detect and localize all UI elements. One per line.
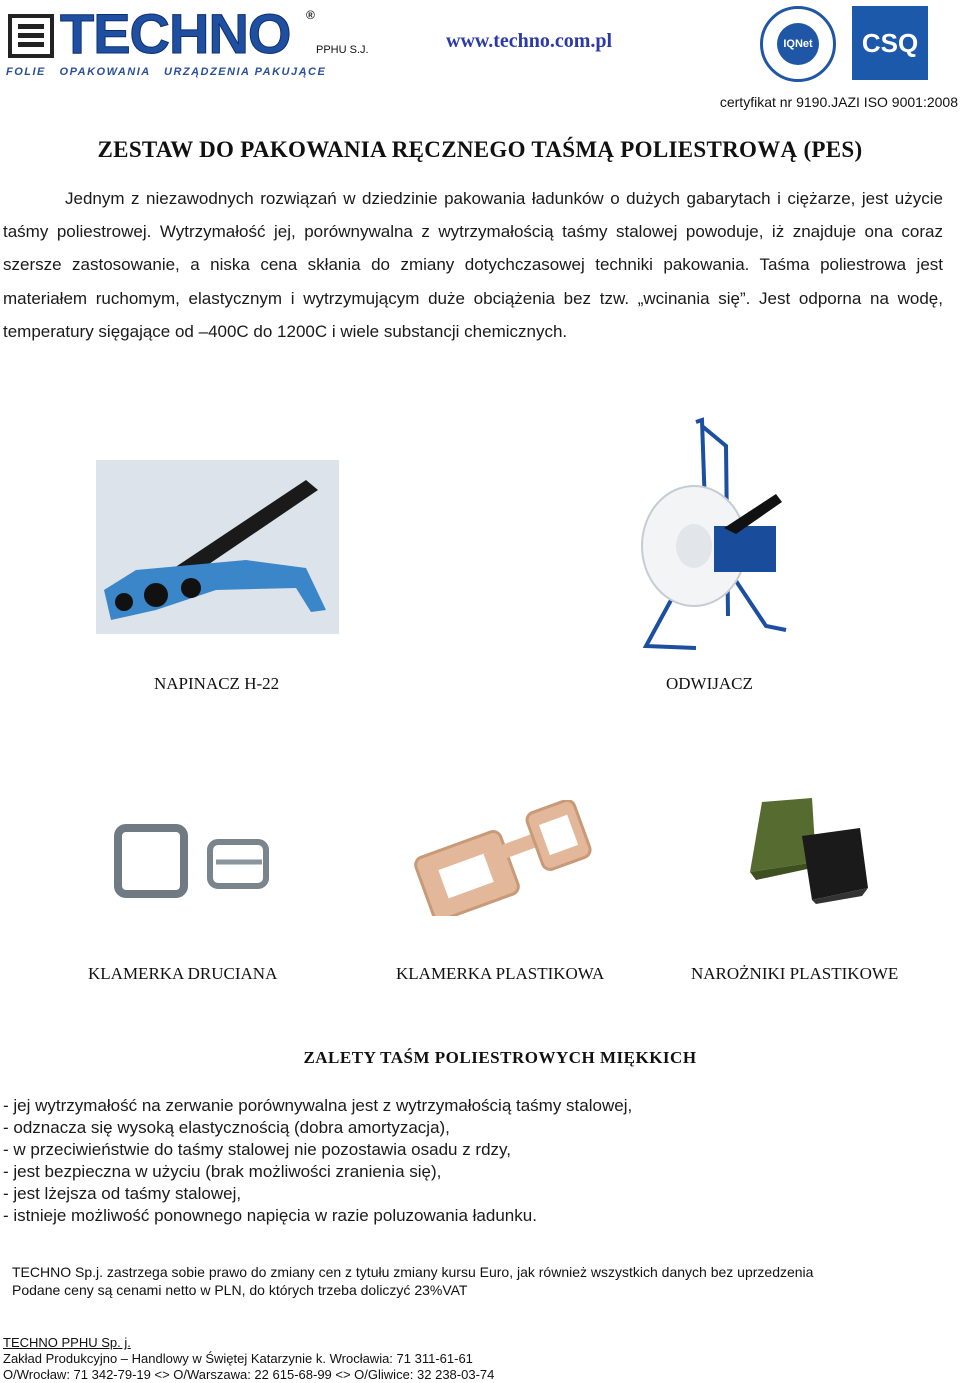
caption-klamerka-druciana: KLAMERKA DRUCIANA [88,964,278,983]
tensioner-image [96,460,339,634]
footer [3,1335,494,1383]
dispenser-image [636,416,790,660]
plastic-buckle-image [408,800,594,916]
website-link[interactable]: www.techno.com.pl [446,30,613,52]
price-note-line: TECHNO Sp.j. zastrzega sobie prawo do zmiany cen z tytułu zmiany kursu Euro, jak również wszystkich danych bez uprzedzenia [12,1264,814,1280]
caption-narozniki: NAROŻNIKI PLASTIKOWE [691,964,899,983]
price-note-line: Podane ceny są cenami netto w PLN, do których trzeba doliczyć 23%VAT [12,1282,468,1298]
benefits-title: ZALETY TAŚM POLIESTROWYCH MIĘKKICH [303,1048,697,1067]
logo-text: TECHNO [60,2,291,65]
caption-klamerka-plastikowa: KLAMERKA PLASTIKOWA [396,964,605,983]
caption-napinacz: NAPINACZ H-22 [154,674,280,693]
plastic-corners-image [742,792,872,904]
caption-odwijacz: ODWIJACZ [666,674,753,693]
certificate-number: certyfikat nr 9190.JAZI ISO 9001:2008 [719,94,958,110]
registered-mark: ® [306,8,315,22]
page-title: ZESTAW DO PAKOWANIA RĘCZNEGO TAŚMĄ POLIESTROWĄ (PES) [97,137,863,162]
list-item: - odznacza się wysoką elastycznością (dobra amortyzacja), [3,1118,450,1137]
intro-paragraph: Jednym z niezawodnych rozwiązań w dziedzinie pakowania ładunków o dużych gabarytach i ciężarze, jest użycie taśmy poliestrowej. Wytrzymałość jej, porównywalna z wytrzymałością taśmy stalowej powoduje, iż znajduje ona coraz szersze zastosowanie, a niska cena skłania do zmiany dotychczasowej techniki pakowania. Taśma poliestrowa jest materiałem ruchomym, elastycznym i wytrzymującym duże obciążenia bez tzw. „wcinania się”. Jest odporna na wodę, temperatury sięgające od –400C do 1200C i wiele substancji chemicznych. [3,189,943,341]
csq-logo-icon: CSQ [852,6,928,80]
footer-line: O/Wrocław: 71 342-79-19 <> O/Warszawa: 22 615-68-99 <> O/Gliwice: 32 238-03-74 [3,1367,495,1382]
list-item: - jest bezpieczna w użyciu (brak możliwości zranienia się), [3,1162,442,1181]
list-item: - istnieje możliwość ponownego napięcia w razie poluzowania ładunku. [3,1206,537,1225]
iqnet-certified-icon [760,6,836,82]
logo-icon [8,14,54,58]
list-item: - jest lżejsza od taśmy stalowej, [3,1184,242,1203]
wire-buckle-image [112,822,272,902]
benefits-list [3,1095,632,1227]
price-note [12,1263,813,1299]
tagline: FOLIE OPAKOWANIA URZĄDZENIA PAKUJĄCE [6,66,327,78]
list-item: - jej wytrzymałość na zerwanie porównywalna jest z wytrzymałością taśmy stalowej, [3,1096,633,1115]
footer-line: Zakład Produkcyjno – Handlowy w Świętej Katarzynie k. Wrocławia: 71 311-61-61 [3,1351,473,1366]
company-suffix: PPHU S.J. [316,44,369,56]
footer-company: TECHNO PPHU Sp. j. [3,1335,131,1350]
cert-seal-label: IQNet [777,23,819,65]
list-item: - w przeciwieństwie do taśmy stalowej nie pozostawia osadu z rdzy, [3,1140,512,1159]
